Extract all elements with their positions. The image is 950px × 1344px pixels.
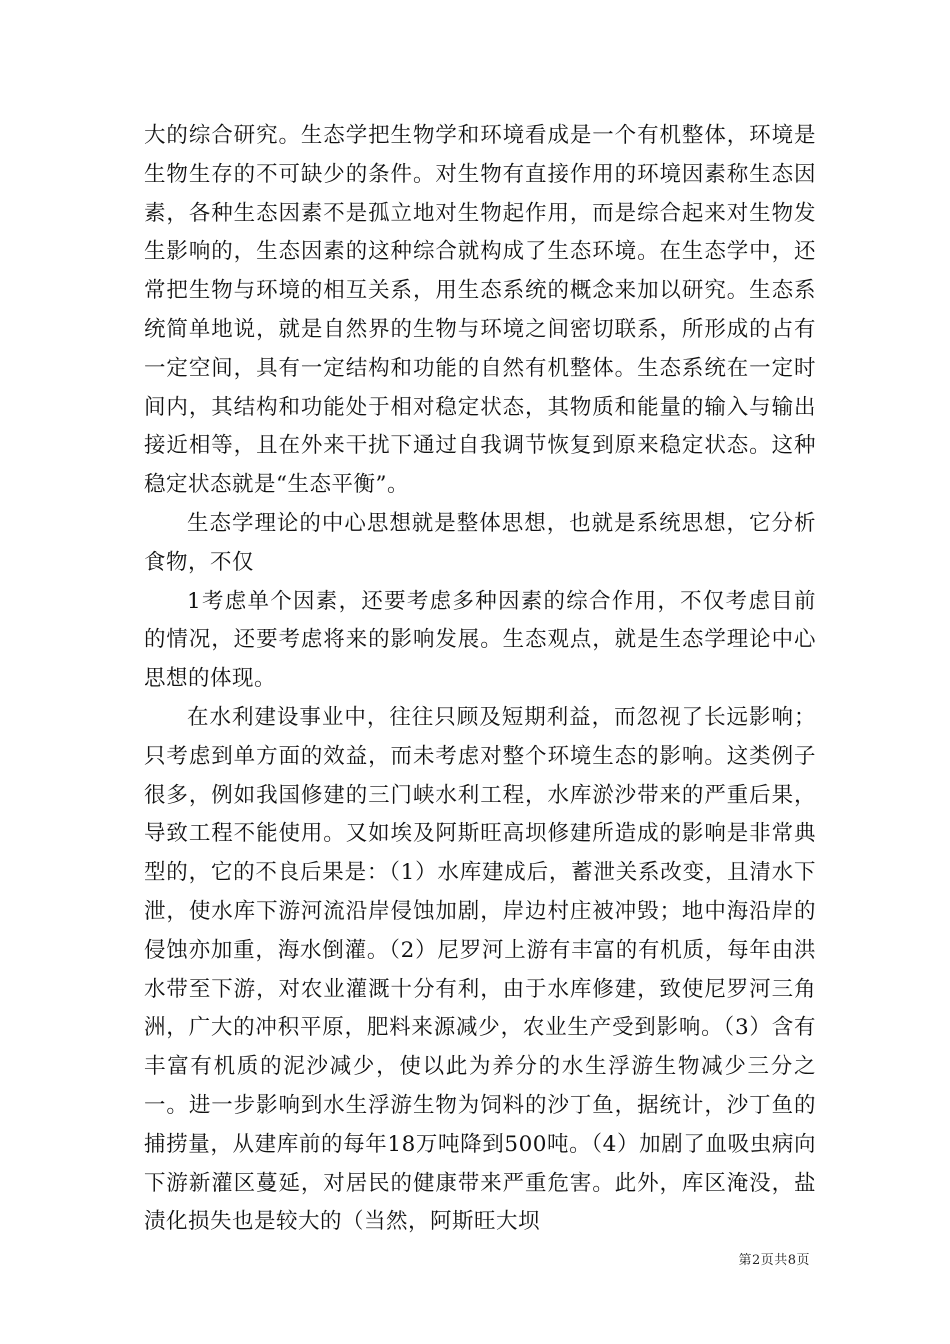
paragraph-4: 在水利建设事业中，往往只顾及短期利益，而忽视了长远影响；只考虑到单方面的效益，而未考虑对整个环境生态的影响。这类例子很多，例如我国修建的三门峡水利工程，水库淤沙带来的严重后果，导致工程不能使用。又如埃及阿斯旺高坝修建所造成的影响是非常典型的，它的不良后果是：（1）水库建成后，蓄泄关系改变，且清水下泄，使水库下游河流沿岸侵蚀加剧，岸边村庄被冲毁；地中海沿岸的侵蚀亦加重，海水倒灌。（2）尼罗河上游有丰富的有机质，每年由洪水带至下游，对农业灌溉十分有利，由于水库修建，致使尼罗河三角洲，广大的冲积平原，肥料来源减少，农业生产受到影响。（3）含有丰富有机质的泥沙减少，使以此为养分的水生浮游生物减少三分之一。进一步影响到水生浮游生物为饲料的沙丁鱼，据统计，沙丁鱼的捕捞量，从建库前的每年18万吨降到500吨。（4）加剧了血吸虫病向下游新灌区蔓延，对居民的健康带来严重危害。此外，库区淹没，盐渍化损失也是较大的（当然，阿斯旺大坝	[144, 704, 816, 1235]
paragraph-1: 大的综合研究。生态学把生物学和环境看成是一个有机整体，环境是生物生存的不可缺少的条件。对生物有直接作用的环境因素称生态因素，各种生态因素不是孤立地对生物起作用，而是综合起来对生物发生影响的，生态因素的这种综合就构成了生态环境。在生态学中，还常把生物与环境的相互关系，用生态系统的概念来加以研究。生态系统简单地说，就是自然界的生物与环境之间密切联系，所形成的占有一定空间，具有一定结构和功能的自然有机整体。生态系统在一定时间内，其结构和功能处于相对稳定状态，其物质和能量的输入与输出接近相等，且在外来干扰下通过自我调节恢复到原来稳定状态。这种稳定状态就是“生态平衡”。	[144, 123, 816, 498]
body-text	[144, 117, 816, 1242]
paragraph-3: 1考虑单个因素，还要考虑多种因素的综合作用，不仅考虑目前的情况，还要考虑将来的影响发展。生态观点，就是生态学理论中心思想的体现。	[144, 588, 816, 692]
paragraph-2: 生态学理论的中心思想就是整体思想，也就是系统思想，它分析食物，不仅	[144, 510, 816, 575]
page-number-footer: 第2页共8页	[738, 1253, 810, 1268]
